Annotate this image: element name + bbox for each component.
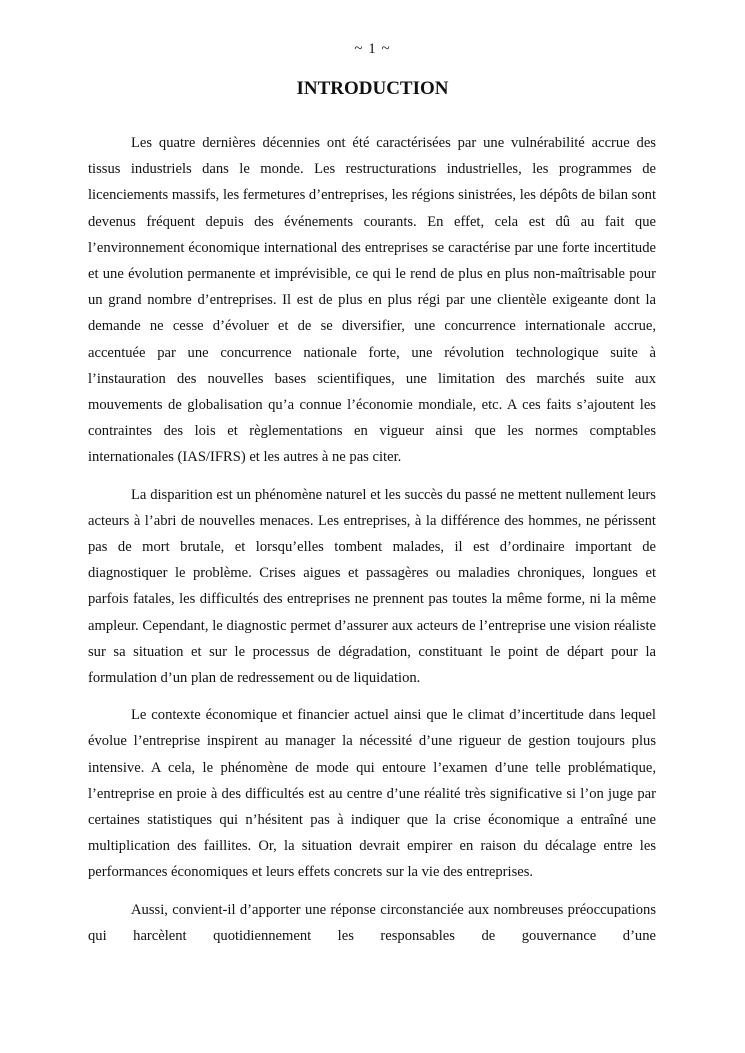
- paragraph-3: Le contexte économique et financier actuel ainsi que le climat d’incertitude dans lequel évolue l’entreprise inspirent au manager la nécessité d’une rigueur de gestion toujours plus intensive. A cela, le phénomène de mode qui entoure l’examen d’une telle problématique, l’entreprise en proie à des difficultés est au centre d’une réalité très significative si l’on juge par certaines statistiques qui n’hésitent pas à indiquer que la crise économique a entraîné une multiplication des faillites. Or, la situation devrait empirer en raison du décalage entre les performances économiques et leurs effets concrets sur la vie des entreprises.: [88, 707, 656, 881]
- paragraph-2: La disparition est un phénomène naturel et les succès du passé ne mettent nullement leurs acteurs à l’abri de nouvelles menaces. Les entreprises, à la différence des hommes, ne périssent pas de mort brutale, et lorsqu’elles tombent malades, il est d’ordinaire important de diagnostiquer le problème. Crises aigues et passagères ou maladies chroniques, longues et parfois fatales, les difficultés des entreprises ne prennent pas toutes la même forme, ni la même ampleur. Cependant, le diagnostic permet d’assurer aux acteurs de l’entreprise une vision réaliste sur sa situation et sur le processus de dégradation, constituant le point de départ pour la formulation d’un plan de redressement ou de liquidation.: [88, 486, 656, 687]
- paragraph-1: Les quatre dernières décennies ont été caractérisées par une vulnérabilité accrue des tissus industriels dans le monde. Les restructurations industrielles, les programmes de licenciements massifs, les fermetures d’entreprises, les régions sinistrées, les dépôts de bilan sont devenus fréquent depuis des événements courants. En effet, cela est dû au fait que l’environnement économique international des entreprises se caractérise par une forte incertitude et une évolution permanente et imprévisible, ce qui le rend de plus en plus non-maîtrisable pour un grand nombre d’entreprises. Il est de plus en plus régi par une clientèle exigeante dont la demande ne cesse d’évoluer et de se diversifier, une concurrence internationale accrue, accentuée par une concurrence nationale forte, une révolution technologique suite à l’instauration des nouvelles bases scientifiques, une limitation des marchés suite aux mouvements de globalisation qu’a connue l’économie mondiale, etc. A ces faits s’ajoutent les contraintes des lois et règlementations en vigueur ainsi que les normes comptables internationales (IAS/IFRS) et les autres à ne pas citer.: [88, 135, 656, 466]
- page-number: ~ 1 ~: [354, 41, 391, 57]
- paragraph-4: Aussi, convient-il d’apporter une réponse circonstanciée aux nombreuses préoccupations qui harcèlent quotidiennement les responsables de gouvernance d’une: [88, 901, 656, 944]
- page-title: INTRODUCTION: [296, 78, 449, 99]
- document-body: [88, 130, 656, 960]
